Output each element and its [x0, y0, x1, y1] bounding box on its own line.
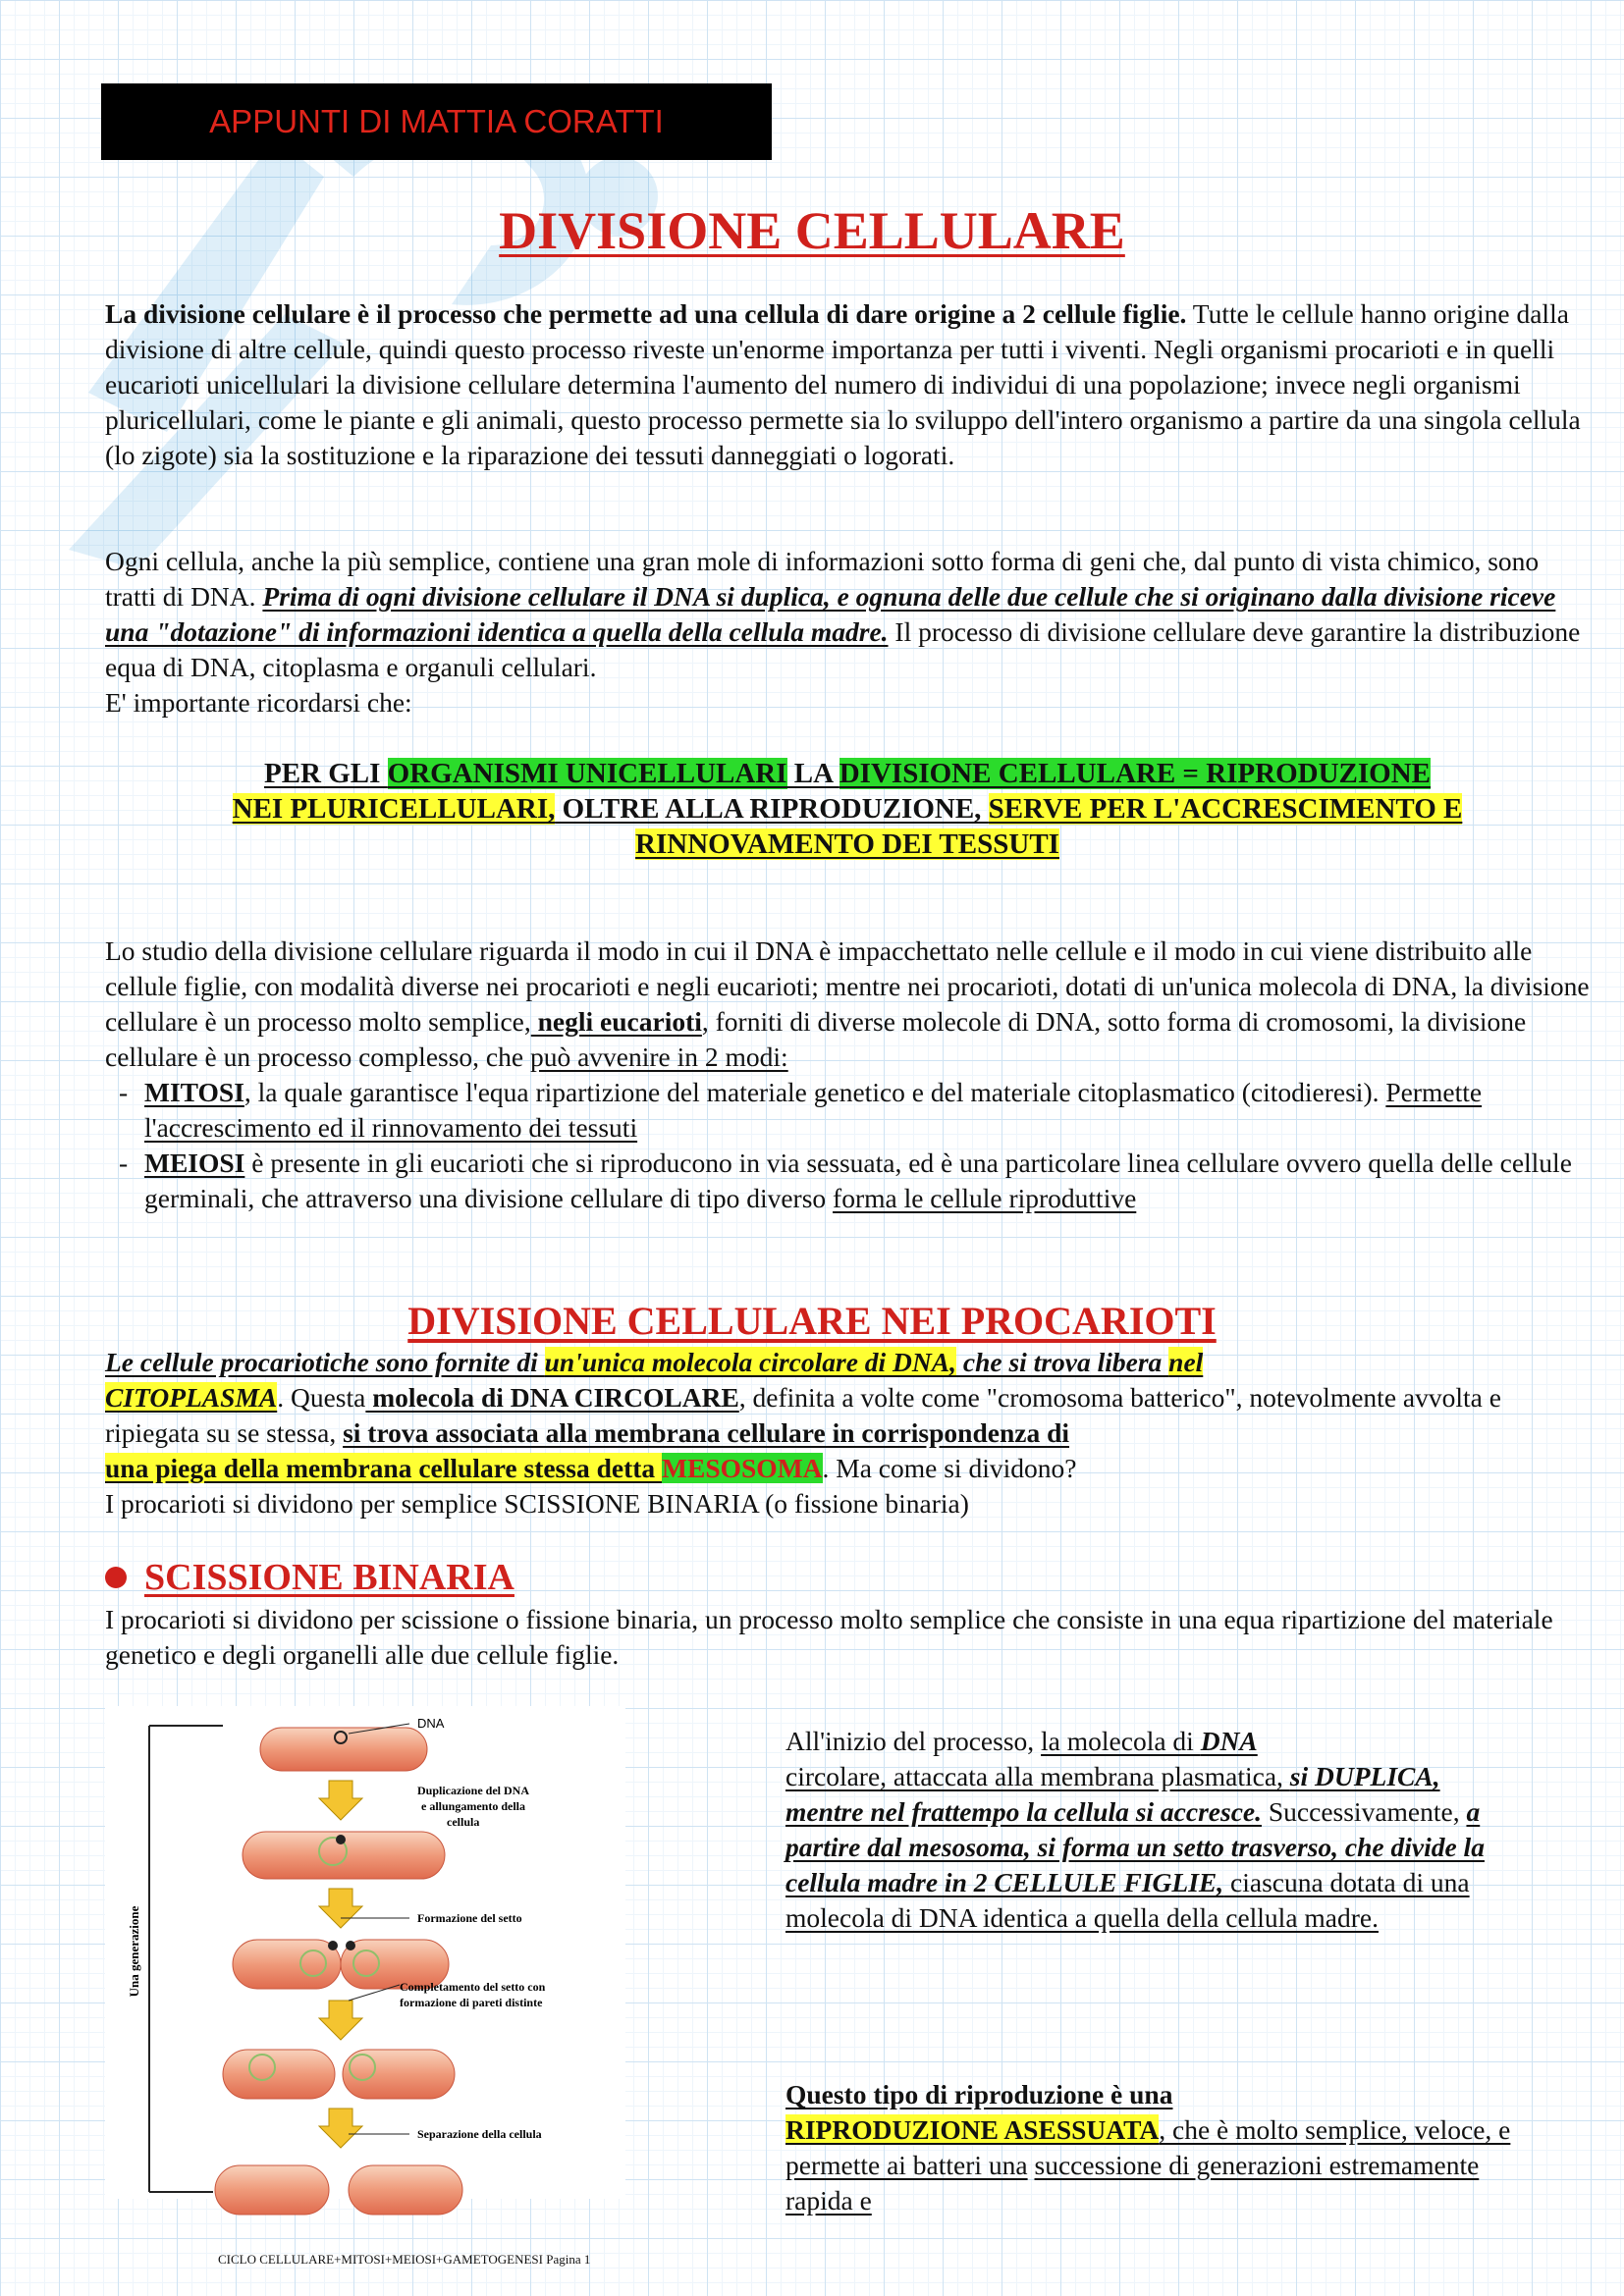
cell-stage-5 [349, 2165, 462, 2215]
cell-stage-4 [343, 2050, 455, 2099]
dna-emphasis: Prima di ogni divisione cellulare il DNA si duplica, e ognuna delle due cellule che si originano dalla divisione riceve una "dotazione" di informazioni identica a quella della cellula madre. [105, 581, 1556, 647]
scissione-paragraph: I procarioti si dividono per scissione o fissione binaria, un processo molto semplice che consiste in una equa ripartizione del materiale genetico e degli organelli alle due cellule figlie. [105, 1604, 1553, 1670]
hl-renewal: RINNOVAMENTO DEI TESSUTI [635, 828, 1059, 860]
page-title: DIVISIONE CELLULARE [499, 201, 1125, 260]
cell-stage-1 [260, 1728, 427, 1771]
svg-text:formazione di pareti distinte: formazione di pareti distinte [400, 1996, 543, 2009]
section-heading-scissione: SCISSIONE BINARIA [105, 1556, 514, 1599]
two-modes: può avvenire in 2 modi: [529, 1041, 788, 1072]
intro-lead: La divisione cellulare è il processo che permette ad una cellula di dare origine a 2 cellule figlie. [105, 298, 1187, 329]
arrow-down-icon [319, 2109, 362, 2148]
svg-text:Separazione della cellula: Separazione della cellula [417, 2127, 542, 2141]
intro-paragraph [105, 296, 1590, 473]
asexual-note: Questo tipo di riproduzione è una RIPRODUZIONE ASESSUATA, che è molto semplice, veloce, e permette ai batteri una successione di generazioni estremamente rapida e [785, 2079, 1511, 2216]
binary-fission-figure [105, 1706, 625, 2199]
dna-label: DNA [417, 1716, 445, 1731]
author-banner [101, 83, 772, 160]
procarioti-paragraph: Le cellule procariotiche sono fornite di un'unica molecola circolare di DNA, che si trova libera nel CITOPLASMA. Questa molecola di DNA CIRCOLARE, definita a volte come "cromosoma batterico", notevolmente avvolta e ripiegata su se stessa, si trova associata alla membrana cellulare in corrispondenza di una piega della membrana cellulare stessa detta MESOSOMA. Ma come si dividono? I procarioti si dividono per semplice SCISSIONE BINARIA (o fissione binaria) [105, 1347, 1501, 1519]
author-text: APPUNTI DI MATTIA CORATTI [209, 103, 664, 139]
svg-text:Duplicazione del DNA: Duplicazione del DNA [417, 1784, 529, 1797]
section-heading-procarioti: DIVISIONE CELLULARE NEI PROCARIOTI [407, 1299, 1217, 1343]
hl-unicellular: ORGANISMI UNICELLULARI [387, 758, 787, 789]
list-item: - MITOSI, la quale garantisce l'equa ripartizione del materiale genetico e del materiale citoplasmatico (citodieresi). Permette l'accrescimento ed il rinnovamento dei tessuti [119, 1077, 1483, 1143]
hl-growth: SERVE PER L'ACCRESCIMENTO E [988, 793, 1463, 825]
svg-text:Completamento del setto con: Completamento del setto con [400, 1980, 546, 1994]
arrow-down-icon [319, 1781, 362, 1820]
fission-description: All'inizio del processo, la molecola di DNA circolare, attaccata alla membrana plasmatica, si DUPLICA, mentre nel frattempo la cellula si accresce. Successivamente, a partire dal mesosoma, si forma un setto trasverso, che divide la cellula madre in 2 CELLULE FIGLIE, ciascuna dotata di una molecola di DNA identica a quella della cellula madre. [785, 1726, 1485, 1933]
study-paragraph: Lo studio della divisione cellulare riguarda il modo in cui il DNA è impacchettato nelle cellule e il modo in cui viene distribuito alle cellule figlie, con modalità diverse nei procarioti e negli eucarioti; mentre nei procarioti, dotati di un'unica molecola di DNA, la divisione cellulare è un processo molto semplice, negli eucarioti, forniti di diverse molecole di DNA, sotto forma di cromosomi, la divisione cellulare è un processo complesso, che può avvenire in 2 modi: - MITOSI, la quale garantisce l'equa ripartizione del materiale genetico e del materiale citoplasmatico (citodieresi). Permette l'accrescimento ed il rinnovamento dei tessuti - MEIOSI è presente in gli eucarioti che si riproducono in via sessuata, ed è una particolare linea cellulare ovvero quella delle cellule germinali, che attraverso una divisione cellulare di tipo diverso forma le cellule riproduttive [105, 934, 1590, 1216]
svg-text:Formazione del setto: Formazione del setto [417, 1911, 522, 1925]
svg-text:cellula: cellula [447, 1815, 480, 1829]
hl-reproduction: DIVISIONE CELLULARE = RIPRODUZIONE [839, 758, 1432, 789]
intro-body: Tutte le cellule hanno origine dalla divisione di altre cellule, quindi questo processo riveste un'enorme importanza per tutti i viventi. Negli organismi procarioti e in quelli eucarioti unicellulari la divisione cellulare determina l'aumento del numero di individui di una popolazione; invece negli organismi pluricellulari, come le piante e gli animali, questo processo permette sia lo sviluppo dell'intero organismo a partire da una singola cellula (lo zigote) sia la sostituzione e la riparazione dei tessuti danneggiati o logorati. [105, 298, 1581, 470]
arrow-down-icon [319, 1889, 362, 1928]
arrow-down-icon [319, 2001, 362, 2040]
generation-label: Una generazione [127, 1905, 141, 1998]
hl-multicellular: NEI PLURICELLULARI, [232, 793, 556, 825]
svg-text:e allungamento della: e allungamento della [421, 1799, 526, 1813]
bullet-icon [105, 1567, 127, 1588]
remember-line: E' importante ricordarsi che: [105, 687, 412, 718]
eucarioti-emphasis: negli eucarioti [530, 1006, 702, 1037]
list-item: - MEIOSI è presente in gli eucarioti che si riproducono in via sessuata, ed è una particolare linea cellulare ovvero quella delle cellule germinali, che attraverso una divisione cellulare di tipo diverso forma le cellule riproduttive [119, 1148, 1572, 1213]
division-types-list [105, 1075, 1590, 1216]
fission-diagram [105, 1706, 625, 2199]
page-footer: CICLO CELLULARE+MITOSI+MEIOSI+GAMETOGENESI Pagina 1 [218, 2252, 591, 2267]
callout-box: PER GLI ORGANISMI UNICELLULARI LA DIVISIONE CELLULARE = RIPRODUZIONE NEI PLURICELLULARI, OLTRE ALLA RIPRODUZIONE, SERVE PER L'ACCRESCIMENTO E RINNOVAMENTO DEI TESSUTI [232, 758, 1463, 860]
mesosoma-highlight: MESOSOMA [662, 1453, 823, 1483]
dna-paragraph: Ogni cellula, anche la più semplice, contiene una gran mole di informazioni sotto forma di geni che, dal punto di vista chimico, sono tratti di DNA. Prima di ogni divisione cellulare il DNA si duplica, e ognuna delle due cellule che si originano dalla divisione riceve una "dotazione" di informazioni identica a quella della cellula madre. Il processo di divisione cellulare deve garantire la distribuzione equa di DNA, citoplasma e organuli cellulari. E' importante ricordarsi che: [105, 546, 1581, 718]
